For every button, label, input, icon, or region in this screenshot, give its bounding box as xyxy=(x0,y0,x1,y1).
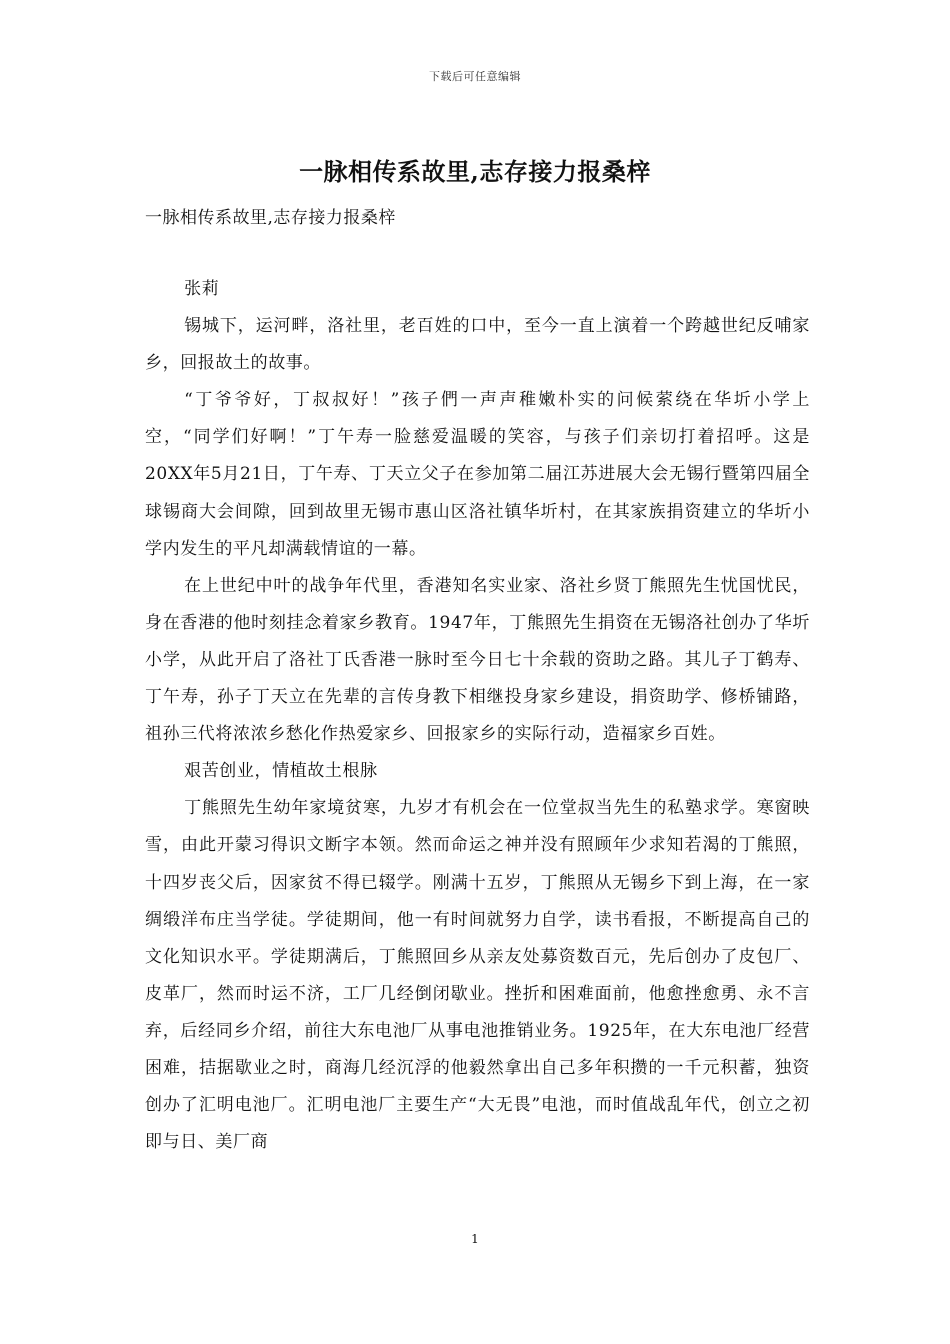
page-number: 1 xyxy=(471,1232,479,1246)
paragraph: 在上世纪中叶的战争年代里，香港知名实业家、洛社乡贤丁熊照先生忧国忧民，身在香港的他时刻挂念着家乡教育。1947年，丁熊照先生捐资在无锡洛社创办了华圻小学，从此开启了洛社丁氏香港一脉时至今日七十余载的资助之路。其儿子丁鹤寿、丁午寿，孙子丁天立在先辈的言传身教下相继投身家乡建设，捐资助学、修桥铺路，祖孙三代将浓浓乡愁化作热爱家乡、回报家乡的实际行动，造福家乡百姓。 xyxy=(145,575,810,745)
author-line: 张莉 xyxy=(184,279,220,299)
paragraph: 锡城下，运河畔，洛社里，老百姓的口中，至今一直上演着一个跨越世纪反哺家乡，回报故土的故事。 xyxy=(145,316,810,374)
header-note: 下载后可任意编辑 xyxy=(429,70,521,83)
document-title: 一脉相传系故里,志存接力报桑梓 xyxy=(299,157,651,186)
document-subtitle: 一脉相传系故里,志存接力报桑梓 xyxy=(145,208,396,228)
section-heading: 艰苦创业，情植故土根脉 xyxy=(184,761,378,782)
paragraph: “丁爷爷好，丁叔叔好！”孩子們一声声稚嫩朴实的问候萦绕在华圻小学上空，“同学们好啊！”丁午寿一脸慈爱温暖的笑容，与孩子们亲切打着招呼。这是20XX年5月21日，丁午寿、丁天立父子在参加第二届江苏进展大会无锡行暨第四届全球锡商大会间隙，回到故里无锡市惠山区洛社镇华圻村，在其家族捐资建立的华圻小学内发生的平凡却满载情谊的一幕。 xyxy=(145,390,810,559)
paragraph: 丁熊照先生幼年家境贫寒，九岁才有机会在一位堂叔当先生的私塾求学。寒窗映雪，由此开蒙习得识文断字本领。然而命运之神并没有照顾年少求知若渴的丁熊照，十四岁丧父后，因家贫不得已辍学。刚满十五岁，丁熊照从无锡乡下到上海，在一家绸缎洋布庄当学徒。学徒期间，他一有时间就努力自学，读书看报，不断提高自己的文化知识水平。学徒期满后，丁熊照回乡从亲友处募资数百元，先后创办了皮包厂、皮革厂，然而时运不济，工厂几经倒闭歇业。挫折和困难面前，他愈挫愈勇、永不言弃，后经同乡介绍，前往大东电池厂从事电池推销业务。1925年，在大东电池厂经营困难，拮据歇业之时，商海几经沉浮的他毅然拿出自己多年积攒的一千元积蓄，独资创办了汇明电池厂。汇明电池厂主要生产“大无畏”电池，而时值战乱年代，创立之初即与日、美厂商 xyxy=(145,798,810,1153)
document-body xyxy=(145,271,810,1161)
